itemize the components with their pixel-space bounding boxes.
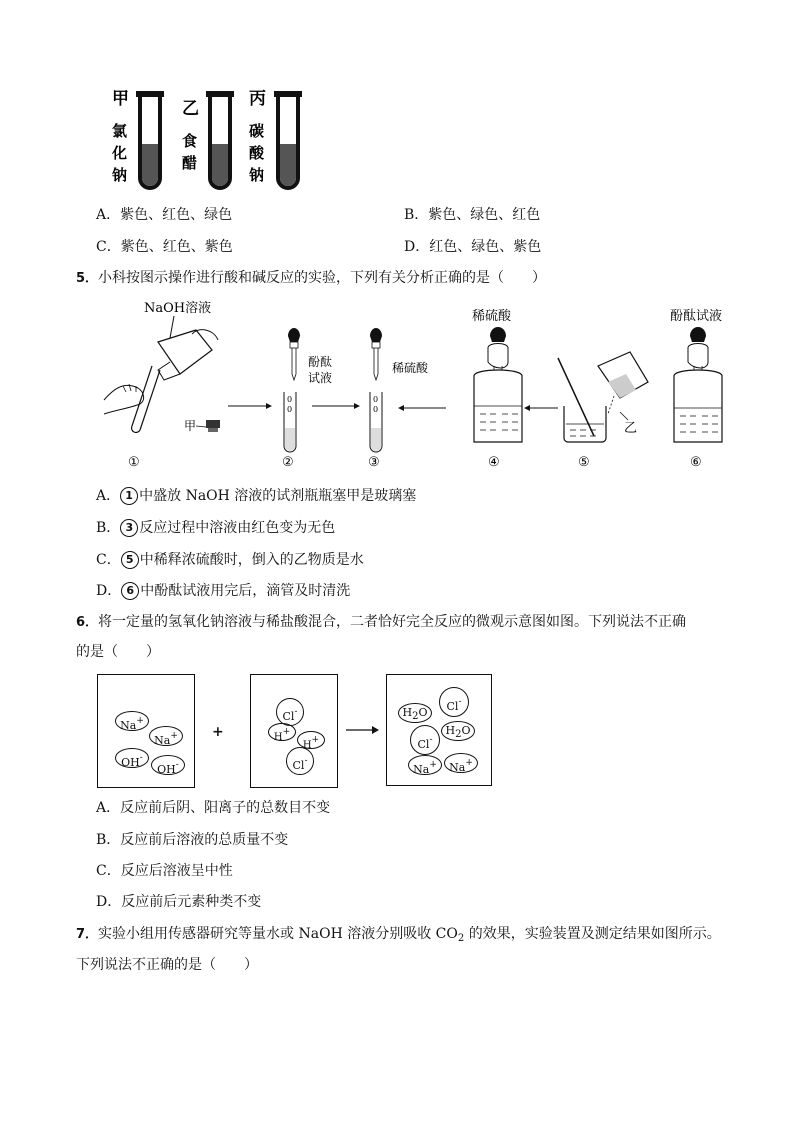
option-letter: C．	[96, 863, 121, 879]
label-0: 0	[373, 405, 379, 414]
option-letter: B．	[96, 832, 121, 848]
cl-ion: Cl-	[439, 687, 469, 717]
reactant-naoh-box	[97, 674, 195, 788]
option-text: 反应前后溶液的总质量不变	[120, 832, 289, 848]
tube-label-line: 钠	[249, 166, 265, 184]
q6-stem-line2: 的是（ ）	[76, 644, 160, 660]
step-num-1: ①	[128, 455, 140, 470]
tube-label-line: 化	[112, 144, 128, 162]
q5-apparatus-figure	[96, 296, 736, 476]
option-letter: C．	[96, 239, 121, 255]
q5-option-b[interactable]	[96, 518, 335, 538]
label-0: 0	[287, 405, 293, 414]
tube-label-line: 氯	[112, 122, 128, 140]
tube-label-line: 醋	[182, 154, 198, 172]
q6-option-c[interactable]	[96, 861, 233, 881]
option-text: 中盛放 NaOH 溶液的试剂瓶瓶塞甲是玻璃塞	[139, 488, 417, 504]
q5-option-a[interactable]	[96, 486, 416, 506]
step-num-2: ②	[282, 455, 294, 470]
step-num-5: ⑤	[578, 455, 590, 470]
option-text: 反应前后元素种类不变	[121, 894, 262, 910]
reactant-hcl-box	[250, 674, 338, 788]
q7-stem-line2: 下列说法不正确的是（ ）	[76, 957, 258, 973]
step-num-4: ④	[488, 455, 500, 470]
option-text: 反应前后阴、阳离子的总数目不变	[120, 800, 331, 816]
label-0: 0	[373, 395, 379, 404]
oh-ion: OH-	[115, 748, 149, 768]
h-ion: H+	[297, 731, 325, 749]
plus-sign: +	[212, 724, 224, 740]
na-ion: Na+	[444, 753, 478, 773]
option-text: 紫色、红色、紫色	[120, 239, 233, 255]
option-letter: A．	[96, 207, 121, 223]
option-letter: D．	[96, 583, 122, 599]
question-number: 6．	[76, 615, 99, 630]
q4-option-b[interactable]	[404, 205, 540, 225]
q5-stem	[76, 268, 546, 289]
na-ion: Na+	[115, 711, 149, 731]
water-molecule: H2O	[441, 721, 475, 741]
cl-ion: Cl-	[276, 698, 304, 726]
option-text: 红色、绿色、紫色	[429, 239, 542, 255]
tube-label-line: 食	[182, 132, 198, 150]
na-ion: Na+	[149, 726, 183, 746]
circled-number: 1	[120, 487, 138, 505]
option-letter: D．	[96, 894, 122, 910]
q5-option-c[interactable]	[96, 550, 364, 570]
cl-ion: Cl-	[410, 725, 440, 755]
test-tubes-figure	[96, 78, 316, 198]
water-molecule: H2O	[398, 703, 432, 723]
option-text: 中稀释浓硫酸时，倒入的乙物质是水	[139, 552, 364, 568]
h2so4-label: 稀硫酸	[392, 361, 429, 375]
option-text: 紫色、绿色、红色	[428, 207, 541, 223]
cl-ion: Cl-	[286, 747, 314, 775]
step-num-6: ⑥	[690, 455, 702, 470]
oh-ion: OH-	[151, 755, 185, 775]
circled-number: 5	[121, 551, 139, 569]
circled-number: 6	[121, 582, 139, 600]
tube-mark: 丙	[249, 89, 266, 109]
option-letter: C．	[96, 552, 121, 568]
circled-number: 3	[120, 519, 138, 537]
h-ion: H+	[268, 723, 296, 741]
tube-yi	[182, 91, 234, 188]
tube-mark: 乙	[182, 99, 199, 119]
reaction-arrow	[346, 724, 380, 736]
phenol-label-2: 试液	[308, 371, 333, 385]
option-letter: A．	[96, 488, 121, 504]
option-text: 反应后溶液呈中性	[120, 863, 233, 879]
tube-label-line: 钠	[112, 166, 128, 184]
option-letter: B．	[96, 520, 121, 536]
q4-option-a[interactable]	[96, 205, 232, 225]
question-text-cont: 的效果，实验装置及测定结果如图所示。	[464, 926, 721, 942]
option-text: 紫色、红色、绿色	[120, 207, 233, 223]
tube-mark: 甲	[112, 89, 129, 109]
q4-option-c[interactable]	[96, 237, 233, 257]
q5-option-d[interactable]	[96, 581, 350, 601]
phenol-label: 酚酞	[308, 355, 333, 369]
phenol-top-label: 酚酞试液	[670, 309, 723, 324]
tube-jia	[111, 89, 164, 188]
question-number: 5．	[76, 271, 99, 286]
option-letter: D．	[404, 239, 430, 255]
tube-label-line: 酸	[249, 144, 265, 162]
h2so4-top-label: 稀硫酸	[472, 309, 512, 324]
q6-option-d[interactable]	[96, 892, 261, 912]
step-num-3: ③	[368, 455, 380, 470]
option-text: 反应过程中溶液由红色变为无色	[139, 520, 336, 536]
subscript: 2	[457, 933, 465, 944]
question-text: 小科按图示操作进行酸和碱反应的实验，下列有关分析正确的是（ ）	[98, 270, 547, 286]
q4-option-d[interactable]	[404, 237, 541, 257]
q6-option-b[interactable]	[96, 830, 288, 850]
naoh-label: NaOH溶液	[144, 301, 212, 316]
option-text: 中酚酞试液用完后，滴管及时清洗	[140, 583, 351, 599]
option-letter: A．	[96, 800, 121, 816]
question-text: 将一定量的氢氧化钠溶液与稀盐酸混合，二者恰好完全反应的微观示意图如图。下列说法不正确	[98, 614, 687, 630]
tube-bing	[249, 89, 302, 188]
tube-label-line: 碳	[249, 122, 265, 140]
yi-label: 乙	[624, 421, 638, 436]
label-0: 0	[287, 395, 293, 404]
product-box	[386, 674, 492, 786]
option-letter: B．	[404, 207, 429, 223]
q7-stem-line1	[76, 924, 721, 949]
question-number: 7．	[76, 927, 99, 942]
q6-stem-line1	[76, 612, 686, 633]
question-text: 实验小组用传感器研究等量水或 NaOH 溶液分别吸收 CO	[98, 926, 458, 942]
jia-label: 甲	[184, 419, 197, 433]
q6-option-a[interactable]	[96, 798, 330, 818]
na-ion: Na+	[408, 755, 442, 775]
